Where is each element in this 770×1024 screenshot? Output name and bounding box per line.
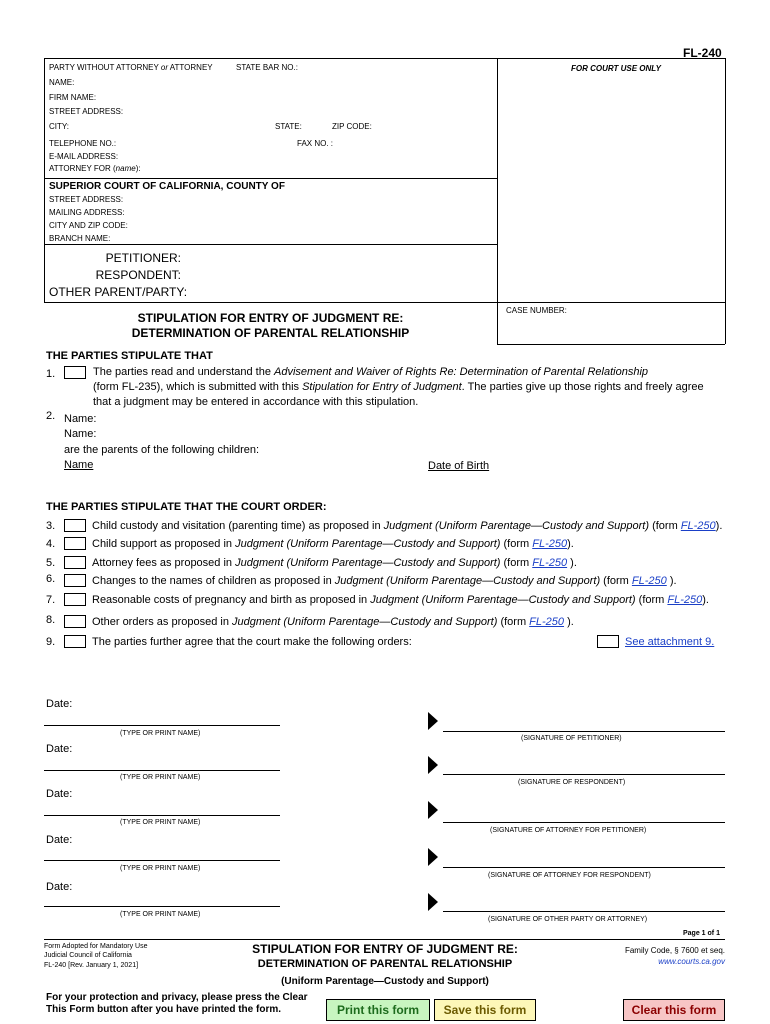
signature-respondent-label: (SIGNATURE OF RESPONDENT) xyxy=(518,779,626,786)
item8-number: 8. xyxy=(46,614,56,626)
item1-checkbox[interactable] xyxy=(64,366,86,379)
court-branch-label: BRANCH NAME: xyxy=(49,234,111,243)
stipulate-heading: THE PARTIES STIPULATE THAT xyxy=(46,350,213,362)
item4-checkbox[interactable] xyxy=(64,537,86,550)
item3-checkbox[interactable] xyxy=(64,519,86,532)
name1-label: Name: xyxy=(64,413,97,425)
fax-label: FAX NO. : xyxy=(297,139,334,148)
firm-label: FIRM NAME: xyxy=(49,93,97,102)
petitioner-label: PETITIONER: xyxy=(105,251,181,265)
other-party-label: OTHER PARENT/PARTY: xyxy=(49,285,188,299)
party-header: PARTY WITHOUT ATTORNEY or ATTORNEY xyxy=(49,63,213,72)
type-name-label: (TYPE OR PRINT NAME) xyxy=(120,730,201,737)
fl250-link[interactable]: FL-250 xyxy=(532,538,568,550)
footer-subtitle: (Uniform Parentage—Custody and Support) xyxy=(281,976,489,987)
parents-of-text: are the parents of the following children: xyxy=(64,444,260,456)
item1-number: 1. xyxy=(46,368,56,380)
form-title-line1: STIPULATION FOR ENTRY OF JUDGMENT RE: xyxy=(137,311,404,325)
state-label: STATE: xyxy=(275,122,302,131)
form-number: FL-240 xyxy=(683,46,722,60)
dob-header: Date of Birth xyxy=(428,460,490,472)
sign-here-arrow-icon xyxy=(428,756,438,774)
save-form-button[interactable]: Save this form xyxy=(434,999,536,1021)
type-name-label: (TYPE OR PRINT NAME) xyxy=(120,911,201,918)
signature-attorney-petitioner-label: (SIGNATURE OF ATTORNEY FOR PETITIONER) xyxy=(490,827,647,834)
sign-here-arrow-icon xyxy=(428,801,438,819)
signature-attorney-respondent-label: (SIGNATURE OF ATTORNEY FOR RESPONDENT) xyxy=(488,872,651,879)
child-name-header: Name xyxy=(64,459,94,471)
fl250-link[interactable]: FL-250 xyxy=(529,616,565,628)
family-code: Family Code, § 7600 et seq. xyxy=(624,946,725,955)
sign-here-arrow-icon xyxy=(428,893,438,911)
court-title: SUPERIOR COURT OF CALIFORNIA, COUNTY OF xyxy=(49,181,285,192)
street-label: STREET ADDRESS: xyxy=(49,107,124,116)
case-number-label: CASE NUMBER: xyxy=(506,306,567,315)
item3-number: 3. xyxy=(46,520,56,532)
adopted-line2: Judicial Council of California xyxy=(44,952,132,959)
court-use-label: FOR COURT USE ONLY xyxy=(571,64,661,73)
court-mailing-label: MAILING ADDRESS: xyxy=(49,208,125,217)
date-label: Date: xyxy=(46,881,73,893)
type-name-label: (TYPE OR PRINT NAME) xyxy=(120,819,201,826)
sign-here-arrow-icon xyxy=(428,712,438,730)
order-heading: THE PARTIES STIPULATE THAT THE COURT ORDER: xyxy=(46,501,327,513)
item7-number: 7. xyxy=(46,594,56,606)
date-label: Date: xyxy=(46,788,73,800)
clear-form-button[interactable]: Clear this form xyxy=(623,999,725,1021)
email-label: E-MAIL ADDRESS: xyxy=(49,152,119,161)
item6-checkbox[interactable] xyxy=(64,574,86,587)
date-label: Date: xyxy=(46,834,73,846)
item8-checkbox[interactable] xyxy=(64,615,86,628)
signature-other-party-label: (SIGNATURE OF OTHER PARTY OR ATTORNEY) xyxy=(488,916,648,923)
item7-checkbox[interactable] xyxy=(64,593,86,606)
adopted-line3: FL-240 [Rev. January 1, 2021] xyxy=(44,962,139,969)
print-form-button[interactable]: Print this form xyxy=(326,999,430,1021)
court-street-label: STREET ADDRESS: xyxy=(49,195,124,204)
item4-text: Child support as proposed in Judgment (Uniform Parentage—Custody and Support) (form FL-250). xyxy=(92,538,574,550)
signature-petitioner-label: (SIGNATURE OF PETITIONER) xyxy=(521,735,622,742)
see-attachment-link[interactable]: See attachment 9. xyxy=(625,636,715,648)
sign-here-arrow-icon xyxy=(428,848,438,866)
item6-text: Changes to the names of children as proposed in Judgment (Uniform Parentage—Custody and Support) (form FL-250 ). xyxy=(92,575,677,587)
attorney-for-label: ATTORNEY FOR (name): xyxy=(49,164,141,173)
respondent-label: RESPONDENT: xyxy=(95,268,181,282)
attachment9-checkbox[interactable] xyxy=(597,635,619,648)
court-city-zip-label: CITY AND ZIP CODE: xyxy=(49,221,128,230)
item2-number: 2. xyxy=(46,410,56,422)
name2-label: Name: xyxy=(64,428,97,440)
fl250-link[interactable]: FL-250 xyxy=(667,594,703,606)
item1-text: The parties read and understand the Advisement and Waiver of Rights Re: Determination of Parental Relationship (form FL-235), which is submitted with this Stipulation for Entry of Judgment. The parties give up those rights and freely agree that a judgment may be entered in accordance with this stipulation. xyxy=(93,366,704,408)
item7-text: Reasonable costs of pregnancy and birth as proposed in Judgment (Uniform Parentage—Custody and Support) (form FL-250). xyxy=(92,594,709,606)
footer-title-line1: STIPULATION FOR ENTRY OF JUDGMENT RE: xyxy=(252,942,518,956)
item9-checkbox[interactable] xyxy=(64,635,86,648)
page-number: Page 1 of 1 xyxy=(683,930,720,937)
date-label: Date: xyxy=(46,698,73,710)
date-label: Date: xyxy=(46,743,73,755)
privacy-line1: For your protection and privacy, please press the Clear xyxy=(46,992,308,1003)
footer-title-line2: DETERMINATION OF PARENTAL RELATIONSHIP xyxy=(257,958,513,970)
city-label: CITY: xyxy=(49,122,70,131)
state-bar-label: STATE BAR NO.: xyxy=(236,63,298,72)
adopted-line1: Form Adopted for Mandatory Use xyxy=(44,943,148,950)
fl250-link[interactable]: FL-250 xyxy=(631,575,667,587)
item5-number: 5. xyxy=(46,557,56,569)
courts-website-link[interactable]: www.courts.ca.gov xyxy=(658,957,725,966)
item3-text: Child custody and visitation (parenting time) as proposed in Judgment (Uniform Parentage—Custody and Support) (form FL-250). xyxy=(92,520,723,532)
fl250-link[interactable]: FL-250 xyxy=(532,557,568,569)
form-title-line2: DETERMINATION OF PARENTAL RELATIONSHIP xyxy=(131,326,410,340)
item6-number: 6. xyxy=(46,573,56,585)
item4-number: 4. xyxy=(46,538,56,550)
type-name-label: (TYPE OR PRINT NAME) xyxy=(120,774,201,781)
telephone-label: TELEPHONE NO.: xyxy=(49,139,117,148)
type-name-label: (TYPE OR PRINT NAME) xyxy=(120,865,201,872)
item5-text: Attorney fees as proposed in Judgment (Uniform Parentage—Custody and Support) (form FL-250 ). xyxy=(92,557,577,569)
item9-number: 9. xyxy=(46,636,56,648)
zip-label: ZIP CODE: xyxy=(332,122,372,131)
item9-text: The parties further agree that the court make the following orders: xyxy=(92,636,412,648)
fl250-link[interactable]: FL-250 xyxy=(680,520,716,532)
name-label: NAME: xyxy=(49,78,75,87)
item8-text: Other orders as proposed in Judgment (Uniform Parentage—Custody and Support) (form FL-250 ). xyxy=(92,616,574,628)
privacy-line2: This Form button after you have printed the form. xyxy=(46,1004,282,1015)
item5-checkbox[interactable] xyxy=(64,556,86,569)
